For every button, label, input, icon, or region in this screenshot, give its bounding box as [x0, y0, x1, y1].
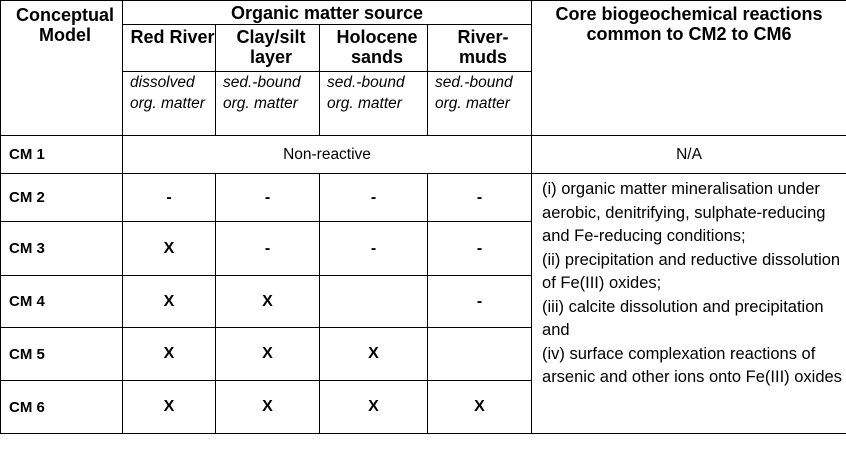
reaction-iv: (iv) surface complexation reactions of arsenic and other ions onto Fe(III) oxides [542, 344, 842, 386]
cell-cm5-river-muds [428, 328, 532, 381]
cell-cm3-clay-silt: - [216, 222, 320, 276]
cell-cm3-holocene-sands: - [320, 222, 428, 276]
source-name-clay-silt: Clay/silt layer [216, 25, 320, 72]
source-kind-holocene-sands: sed.-bound org. matter [320, 72, 428, 136]
source-kind-clay-silt: sed.-bound org. matter [216, 72, 320, 136]
cell-cm2-red-river: - [123, 174, 216, 222]
cell-cm4-river-muds: - [428, 276, 532, 328]
cell-cm3-river-muds: - [428, 222, 532, 276]
reactions-description [532, 174, 846, 434]
header-organic-matter-source: Organic matter source [123, 1, 532, 25]
source-name-red-river: Red River [123, 25, 216, 72]
source-kind-red-river: dissolved org. matter [123, 72, 216, 136]
reaction-iii: (iii) calcite dissolution and precipitation and [542, 297, 824, 339]
source-name-river-muds: River-muds [428, 25, 532, 72]
cell-cm2-clay-silt: - [216, 174, 320, 222]
cell-cm4-clay-silt: X [216, 276, 320, 328]
header-core-reactions: Core biogeochemical reactions common to CM2 to CM6 [532, 1, 846, 136]
header-conceptual-model: Conceptual Model [1, 1, 123, 136]
cell-cm6-river-muds: X [428, 381, 532, 434]
cell-cm2-river-muds: - [428, 174, 532, 222]
cell-cm2-holocene-sands: - [320, 174, 428, 222]
cell-cm5-red-river: X [123, 328, 216, 381]
cell-cm4-red-river: X [123, 276, 216, 328]
cell-cm6-red-river: X [123, 381, 216, 434]
row-label-cm6: CM 6 [1, 381, 123, 434]
row-label-cm2: CM 2 [1, 174, 123, 222]
cell-cm6-holocene-sands: X [320, 381, 428, 434]
row-label-cm4: CM 4 [1, 276, 123, 328]
row-label-cm1: CM 1 [1, 136, 123, 174]
cell-cm3-red-river: X [123, 222, 216, 276]
row-label-cm3: CM 3 [1, 222, 123, 276]
cell-cm5-clay-silt: X [216, 328, 320, 381]
cell-cm6-clay-silt: X [216, 381, 320, 434]
cell-cm5-holocene-sands: X [320, 328, 428, 381]
reaction-ii: (ii) precipitation and reductive dissolution of Fe(III) oxides; [542, 250, 841, 292]
source-kind-river-muds: sed.-bound org. matter [428, 72, 532, 136]
cell-cm4-holocene-sands [320, 276, 428, 328]
row-label-cm5: CM 5 [1, 328, 123, 381]
source-name-holocene-sands: Holocene sands [320, 25, 428, 72]
cm1-organic: Non-reactive [123, 136, 532, 174]
cm1-reactions: N/A [532, 136, 846, 174]
reaction-i: (i) organic matter mineralisation under aerobic, denitrifying, sulphate-reducing and Fe-reducing conditions; [542, 180, 826, 245]
